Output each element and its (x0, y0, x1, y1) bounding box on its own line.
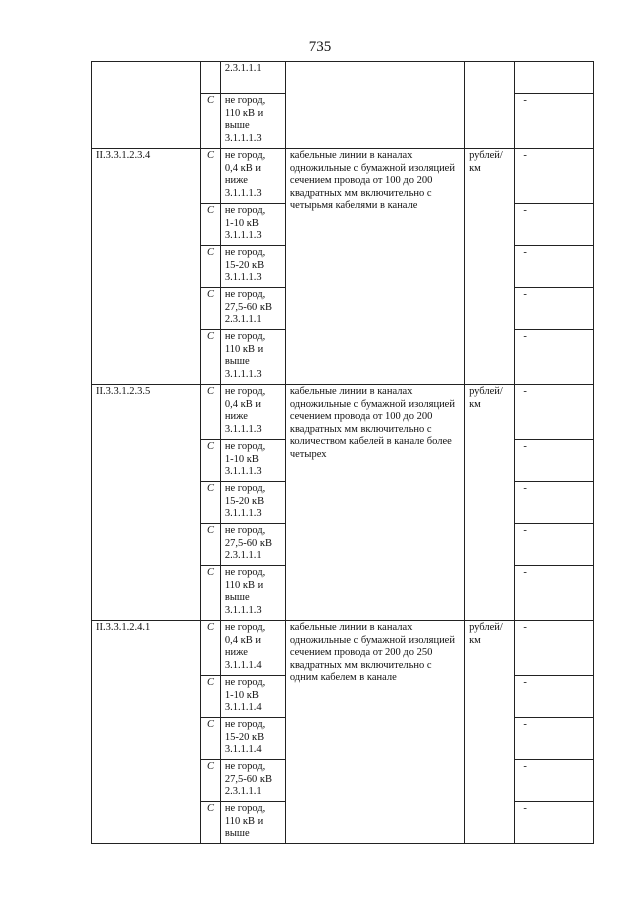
value-cell: - (515, 385, 594, 440)
symbol-cell: С (200, 288, 220, 330)
category-line: 15-20 кВ (224, 259, 265, 271)
category-cell (220, 566, 285, 621)
category-cell (220, 440, 285, 482)
category-line: 110 кВ и (224, 579, 264, 591)
category-line: 2.3.1.1.1 (224, 63, 262, 74)
category-cell (220, 204, 285, 246)
category-cell (220, 482, 285, 524)
category-line: ниже (224, 175, 248, 187)
category-line: 27,5-60 кВ (224, 301, 272, 313)
category-cell (220, 149, 285, 204)
category-line: 3.1.1.1.3 (224, 272, 262, 284)
category-cell (220, 524, 285, 566)
unit-cell: рублей/ км (465, 385, 515, 621)
category-line: выше (224, 356, 250, 368)
value-cell: - (515, 94, 594, 149)
category-line: не город, (224, 289, 266, 300)
symbol-cell: С (200, 149, 220, 204)
symbol-cell: С (200, 440, 220, 482)
category-line: 3.1.1.1.4 (224, 744, 262, 756)
category-line: 3.1.1.1.4 (224, 702, 262, 714)
category-cell (220, 760, 285, 802)
symbol-cell: С (200, 94, 220, 149)
category-line: ниже (224, 411, 248, 423)
category-line: не город, (224, 622, 266, 633)
category-line: 3.1.1.1.3 (224, 466, 262, 478)
category-line: 110 кВ и (224, 815, 264, 827)
category-cell (220, 718, 285, 760)
category-cell (220, 802, 285, 844)
description-cell (285, 62, 464, 149)
value-cell: - (515, 566, 594, 621)
item-code: II.3.3.1.2.3.5 (92, 385, 201, 621)
category-line: 3.1.1.1.3 (224, 230, 262, 242)
category-line: 110 кВ и (224, 343, 264, 355)
category-line: не город, (224, 719, 266, 730)
table-row (92, 385, 594, 440)
description-cell: кабельные линии в каналах одножильные с бумажной изоляцией сечением провода от 100 до 200 квадратных мм включительно с четырьмя кабелями в канале (285, 149, 464, 385)
symbol-cell: С (200, 246, 220, 288)
category-line: не город, (224, 525, 266, 536)
category-line: 3.1.1.1.3 (224, 604, 262, 616)
table-row (92, 621, 594, 676)
category-line: не город, (224, 803, 266, 814)
value-cell: - (515, 524, 594, 566)
table-body (92, 62, 594, 844)
category-line: 3.1.1.1.3 (224, 187, 262, 199)
item-code (92, 62, 201, 149)
category-line: 3.1.1.1.3 (224, 132, 262, 144)
description-cell: кабельные линии в каналах одножильные с бумажной изоляцией сечением провода от 200 до 250 квадратных мм включительно с одним кабелем в канале (285, 621, 464, 844)
symbol-cell: С (200, 566, 220, 621)
symbol-cell: С (200, 718, 220, 760)
category-line: 2.3.1.1.1 (224, 314, 262, 326)
category-line: не город, (224, 331, 266, 342)
unit-cell: рублей/ км (465, 149, 515, 385)
value-cell: - (515, 440, 594, 482)
category-cell (220, 288, 285, 330)
category-line: 27,5-60 кВ (224, 773, 272, 785)
category-cell (220, 621, 285, 676)
symbol-cell: С (200, 760, 220, 802)
category-line: 15-20 кВ (224, 495, 265, 507)
value-cell: - (515, 482, 594, 524)
category-line: не город, (224, 386, 266, 397)
category-line: не город, (224, 205, 266, 216)
category-line: 27,5-60 кВ (224, 537, 272, 549)
value-cell: - (515, 802, 594, 844)
value-cell: - (515, 246, 594, 288)
value-cell (515, 62, 594, 94)
category-line: не город, (224, 761, 266, 772)
category-line: не город, (224, 150, 266, 161)
symbol-cell: С (200, 385, 220, 440)
category-cell (220, 62, 285, 94)
value-cell: - (515, 149, 594, 204)
category-line: 1-10 кВ (224, 217, 259, 229)
table-row (92, 62, 594, 94)
category-line: не город, (224, 441, 266, 452)
unit-cell: рублей/ км (465, 621, 515, 844)
value-cell: - (515, 330, 594, 385)
unit-cell (465, 62, 515, 149)
symbol-cell: С (200, 802, 220, 844)
category-cell (220, 676, 285, 718)
symbol-cell: С (200, 330, 220, 385)
symbol-cell (200, 62, 220, 94)
category-cell (220, 330, 285, 385)
category-line: 2.3.1.1.1 (224, 786, 262, 798)
category-line: не город, (224, 483, 266, 494)
symbol-cell: С (200, 676, 220, 718)
tariff-table (91, 61, 594, 844)
category-cell (220, 246, 285, 288)
category-line: 110 кВ и (224, 107, 264, 119)
page-number: 735 (308, 39, 332, 55)
value-cell: - (515, 204, 594, 246)
value-cell: - (515, 718, 594, 760)
item-code: II.3.3.1.2.4.1 (92, 621, 201, 844)
category-line: 15-20 кВ (224, 731, 265, 743)
value-cell: - (515, 288, 594, 330)
category-line: выше (224, 592, 250, 604)
value-cell: - (515, 676, 594, 718)
symbol-cell: С (200, 621, 220, 676)
table-row (92, 149, 594, 204)
category-line: 0,4 кВ и (224, 162, 261, 174)
category-line: 0,4 кВ и (224, 634, 261, 646)
category-line: не город, (224, 677, 266, 688)
category-line: 3.1.1.1.3 (224, 368, 262, 380)
category-cell (220, 94, 285, 149)
symbol-cell: С (200, 482, 220, 524)
category-line: 1-10 кВ (224, 689, 259, 701)
category-line: ниже (224, 647, 248, 659)
item-code: II.3.3.1.2.3.4 (92, 149, 201, 385)
symbol-cell: С (200, 524, 220, 566)
category-line: выше (224, 828, 250, 840)
category-line: 1-10 кВ (224, 453, 259, 465)
value-cell: - (515, 760, 594, 802)
category-line: 3.1.1.1.3 (224, 508, 262, 520)
category-cell (220, 385, 285, 440)
value-cell: - (515, 621, 594, 676)
category-line: не город, (224, 247, 266, 258)
category-line: 3.1.1.1.3 (224, 423, 262, 435)
category-line: выше (224, 120, 250, 132)
category-line: 2.3.1.1.1 (224, 550, 262, 562)
description-cell: кабельные линии в каналах одножильные с бумажной изоляцией сечением провода от 100 до 200 квадратных мм включительно с количеством кабелей в канале более четырех (285, 385, 464, 621)
category-line: 0,4 кВ и (224, 398, 261, 410)
category-line: не город, (224, 567, 266, 578)
category-line: 3.1.1.1.4 (224, 659, 262, 671)
symbol-cell: С (200, 204, 220, 246)
category-line: не город, (224, 95, 266, 106)
